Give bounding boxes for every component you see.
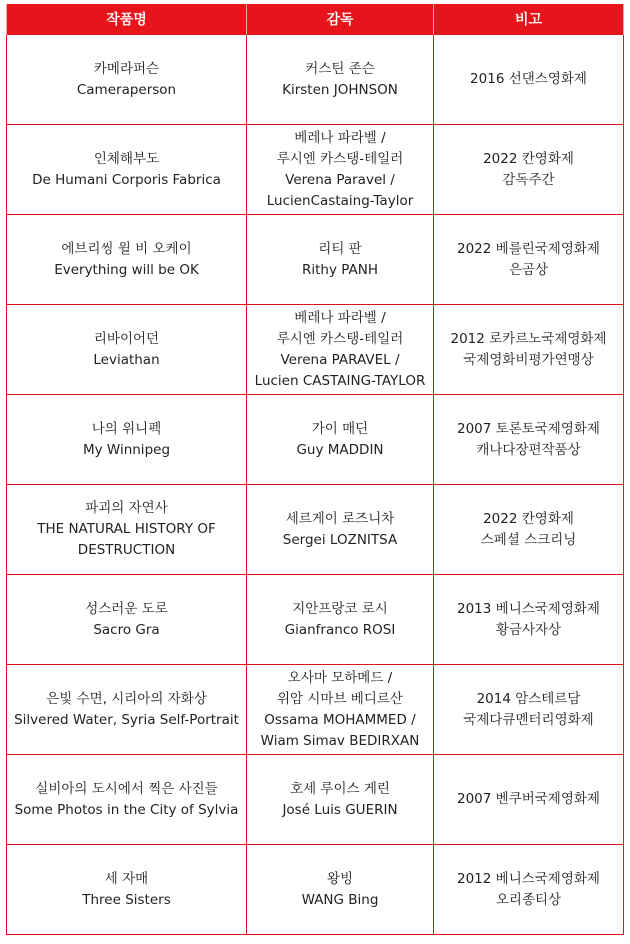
director-cell (247, 215, 434, 305)
table-row (7, 665, 624, 755)
note-line: 국제영화비평가연맹상 (463, 351, 594, 368)
note-line: 2012 베니스국제영화제 (457, 870, 600, 887)
note-cell (434, 665, 624, 755)
director-line: Sergei LOZNITSA (282, 531, 398, 548)
title-cell (7, 845, 247, 935)
director-cell (247, 485, 434, 575)
title-line: 성스러운 도로 (85, 600, 168, 617)
title-cell (7, 395, 247, 485)
director-line: Guy MADDIN (296, 441, 384, 458)
title-line: 나의 위니펙 (91, 420, 162, 437)
table-row (7, 395, 624, 485)
note-line: 은곰상 (508, 261, 549, 278)
title-line: 에브리씽 윌 비 오케이 (61, 240, 192, 257)
director-line: Lucien CASTAING-TAYLOR (254, 372, 426, 389)
director-line: 루시엔 카스탱-테일러 (276, 330, 404, 347)
note-cell (434, 35, 624, 125)
note-line: 캐나다장편작품상 (476, 441, 581, 458)
title-line: 실비아의 도시에서 찍은 사진들 (35, 780, 218, 797)
title-line: Some Photos in the City of Sylvia (14, 801, 239, 818)
title-line: 은빛 수면, 시리아의 자화상 (46, 690, 207, 707)
director-line: LucienCastaing-Taylor (266, 192, 414, 209)
title-cell (7, 575, 247, 665)
table-row (7, 125, 624, 215)
note-line: 황금사자상 (495, 621, 562, 638)
note-line: 감독주간 (502, 171, 555, 188)
table-row (7, 305, 624, 395)
table-header (7, 4, 624, 35)
note-line: 2007 벤쿠버국제영화제 (457, 791, 600, 807)
title-cell (7, 125, 247, 215)
note-line: 2016 선댄스영화제 (470, 71, 587, 87)
director-line: 베레나 파라벨 / (294, 309, 386, 326)
title-line: THE NATURAL HISTORY OF (37, 521, 216, 537)
director-line: Rithy PANH (301, 261, 379, 278)
title-line: Cameraperson (76, 81, 177, 98)
title-line: 세 자매 (104, 870, 149, 887)
note-line: 오리종티상 (495, 891, 562, 908)
title-cell (7, 485, 247, 575)
note-line: 2022 칸영화제 (483, 510, 574, 527)
director-line: 리티 판 (318, 240, 362, 257)
director-cell (247, 305, 434, 395)
title-line: My Winnipeg (82, 441, 171, 458)
header-note: 비고 (434, 4, 624, 35)
director-line: WANG Bing (301, 891, 379, 908)
director-line: José Luis GUERIN (282, 801, 398, 818)
table-row (7, 215, 624, 305)
note-cell (434, 755, 624, 845)
header-row (7, 4, 624, 35)
director-cell (247, 575, 434, 665)
table-body (7, 35, 624, 935)
director-line: 세르게이 로즈니차 (285, 510, 395, 527)
director-cell (247, 665, 434, 755)
director-line: 커스틴 존슨 (305, 60, 375, 77)
header-director: 감독 (247, 4, 434, 35)
director-line: 오사마 모하메드 / (287, 669, 393, 686)
title-line: Everything will be OK (54, 261, 199, 278)
table-row (7, 575, 624, 665)
note-line: 2012 로카르노국제영화제 (450, 330, 607, 347)
title-line: 파괴의 자연사 (85, 500, 168, 516)
table-row (7, 845, 624, 935)
director-cell (247, 125, 434, 215)
director-line: 위암 시마브 베디르산 (277, 690, 403, 707)
title-line: Three Sisters (82, 891, 171, 908)
note-line: 2022 베를린국제영화제 (457, 240, 600, 257)
title-line: 인체해부도 (93, 150, 160, 167)
director-cell (247, 845, 434, 935)
director-line: 루시엔 카스탱-테일러 (276, 150, 404, 167)
note-line: 스페셜 스크리닝 (480, 531, 577, 548)
title-cell (7, 215, 247, 305)
director-line: 지안프랑코 로시 (292, 600, 388, 617)
director-line: Verena Paravel / (285, 171, 395, 188)
note-cell (434, 395, 624, 485)
title-cell (7, 305, 247, 395)
note-line: 2014 암스테르담 (476, 690, 581, 707)
note-cell (434, 845, 624, 935)
director-cell (247, 395, 434, 485)
director-line: Ossama MOHAMMED / (264, 711, 416, 728)
director-line: Verena PARAVEL / (280, 351, 400, 368)
note-line: 국제다큐멘터리영화제 (463, 711, 594, 728)
note-line: 2007 토론토국제영화제 (457, 420, 600, 437)
header-title: 작품명 (7, 4, 247, 35)
table-row (7, 485, 624, 575)
title-line: Leviathan (93, 351, 160, 368)
note-cell (434, 575, 624, 665)
title-line: 리바이어던 (93, 330, 160, 347)
film-table (6, 4, 624, 935)
title-line: DESTRUCTION (77, 542, 176, 558)
director-line: Gianfranco ROSI (284, 621, 396, 638)
table-row (7, 755, 624, 845)
director-line: Wiam Simav BEDIRXAN (260, 732, 420, 749)
note-cell (434, 125, 624, 215)
title-line: De Humani Corporis Fabrica (32, 171, 221, 188)
title-cell (7, 755, 247, 845)
note-cell (434, 485, 624, 575)
note-cell (434, 215, 624, 305)
title-cell (7, 35, 247, 125)
note-line: 2013 베니스국제영화제 (457, 600, 600, 617)
title-line: 카메라퍼슨 (93, 60, 160, 77)
director-line: Kirsten JOHNSON (282, 81, 398, 98)
director-line: 베레나 파라벨 / (294, 129, 386, 146)
director-cell (247, 755, 434, 845)
title-line: Sacro Gra (93, 621, 160, 638)
table-row (7, 35, 624, 125)
title-line: Silvered Water, Syria Self-Portrait (14, 711, 239, 728)
director-line: 왕빙 (326, 870, 354, 887)
title-cell (7, 665, 247, 755)
director-line: 호세 루이스 게린 (290, 780, 390, 797)
note-cell (434, 305, 624, 395)
note-line: 2022 칸영화제 (483, 150, 574, 167)
director-cell (247, 35, 434, 125)
director-line: 가이 매딘 (311, 420, 369, 437)
